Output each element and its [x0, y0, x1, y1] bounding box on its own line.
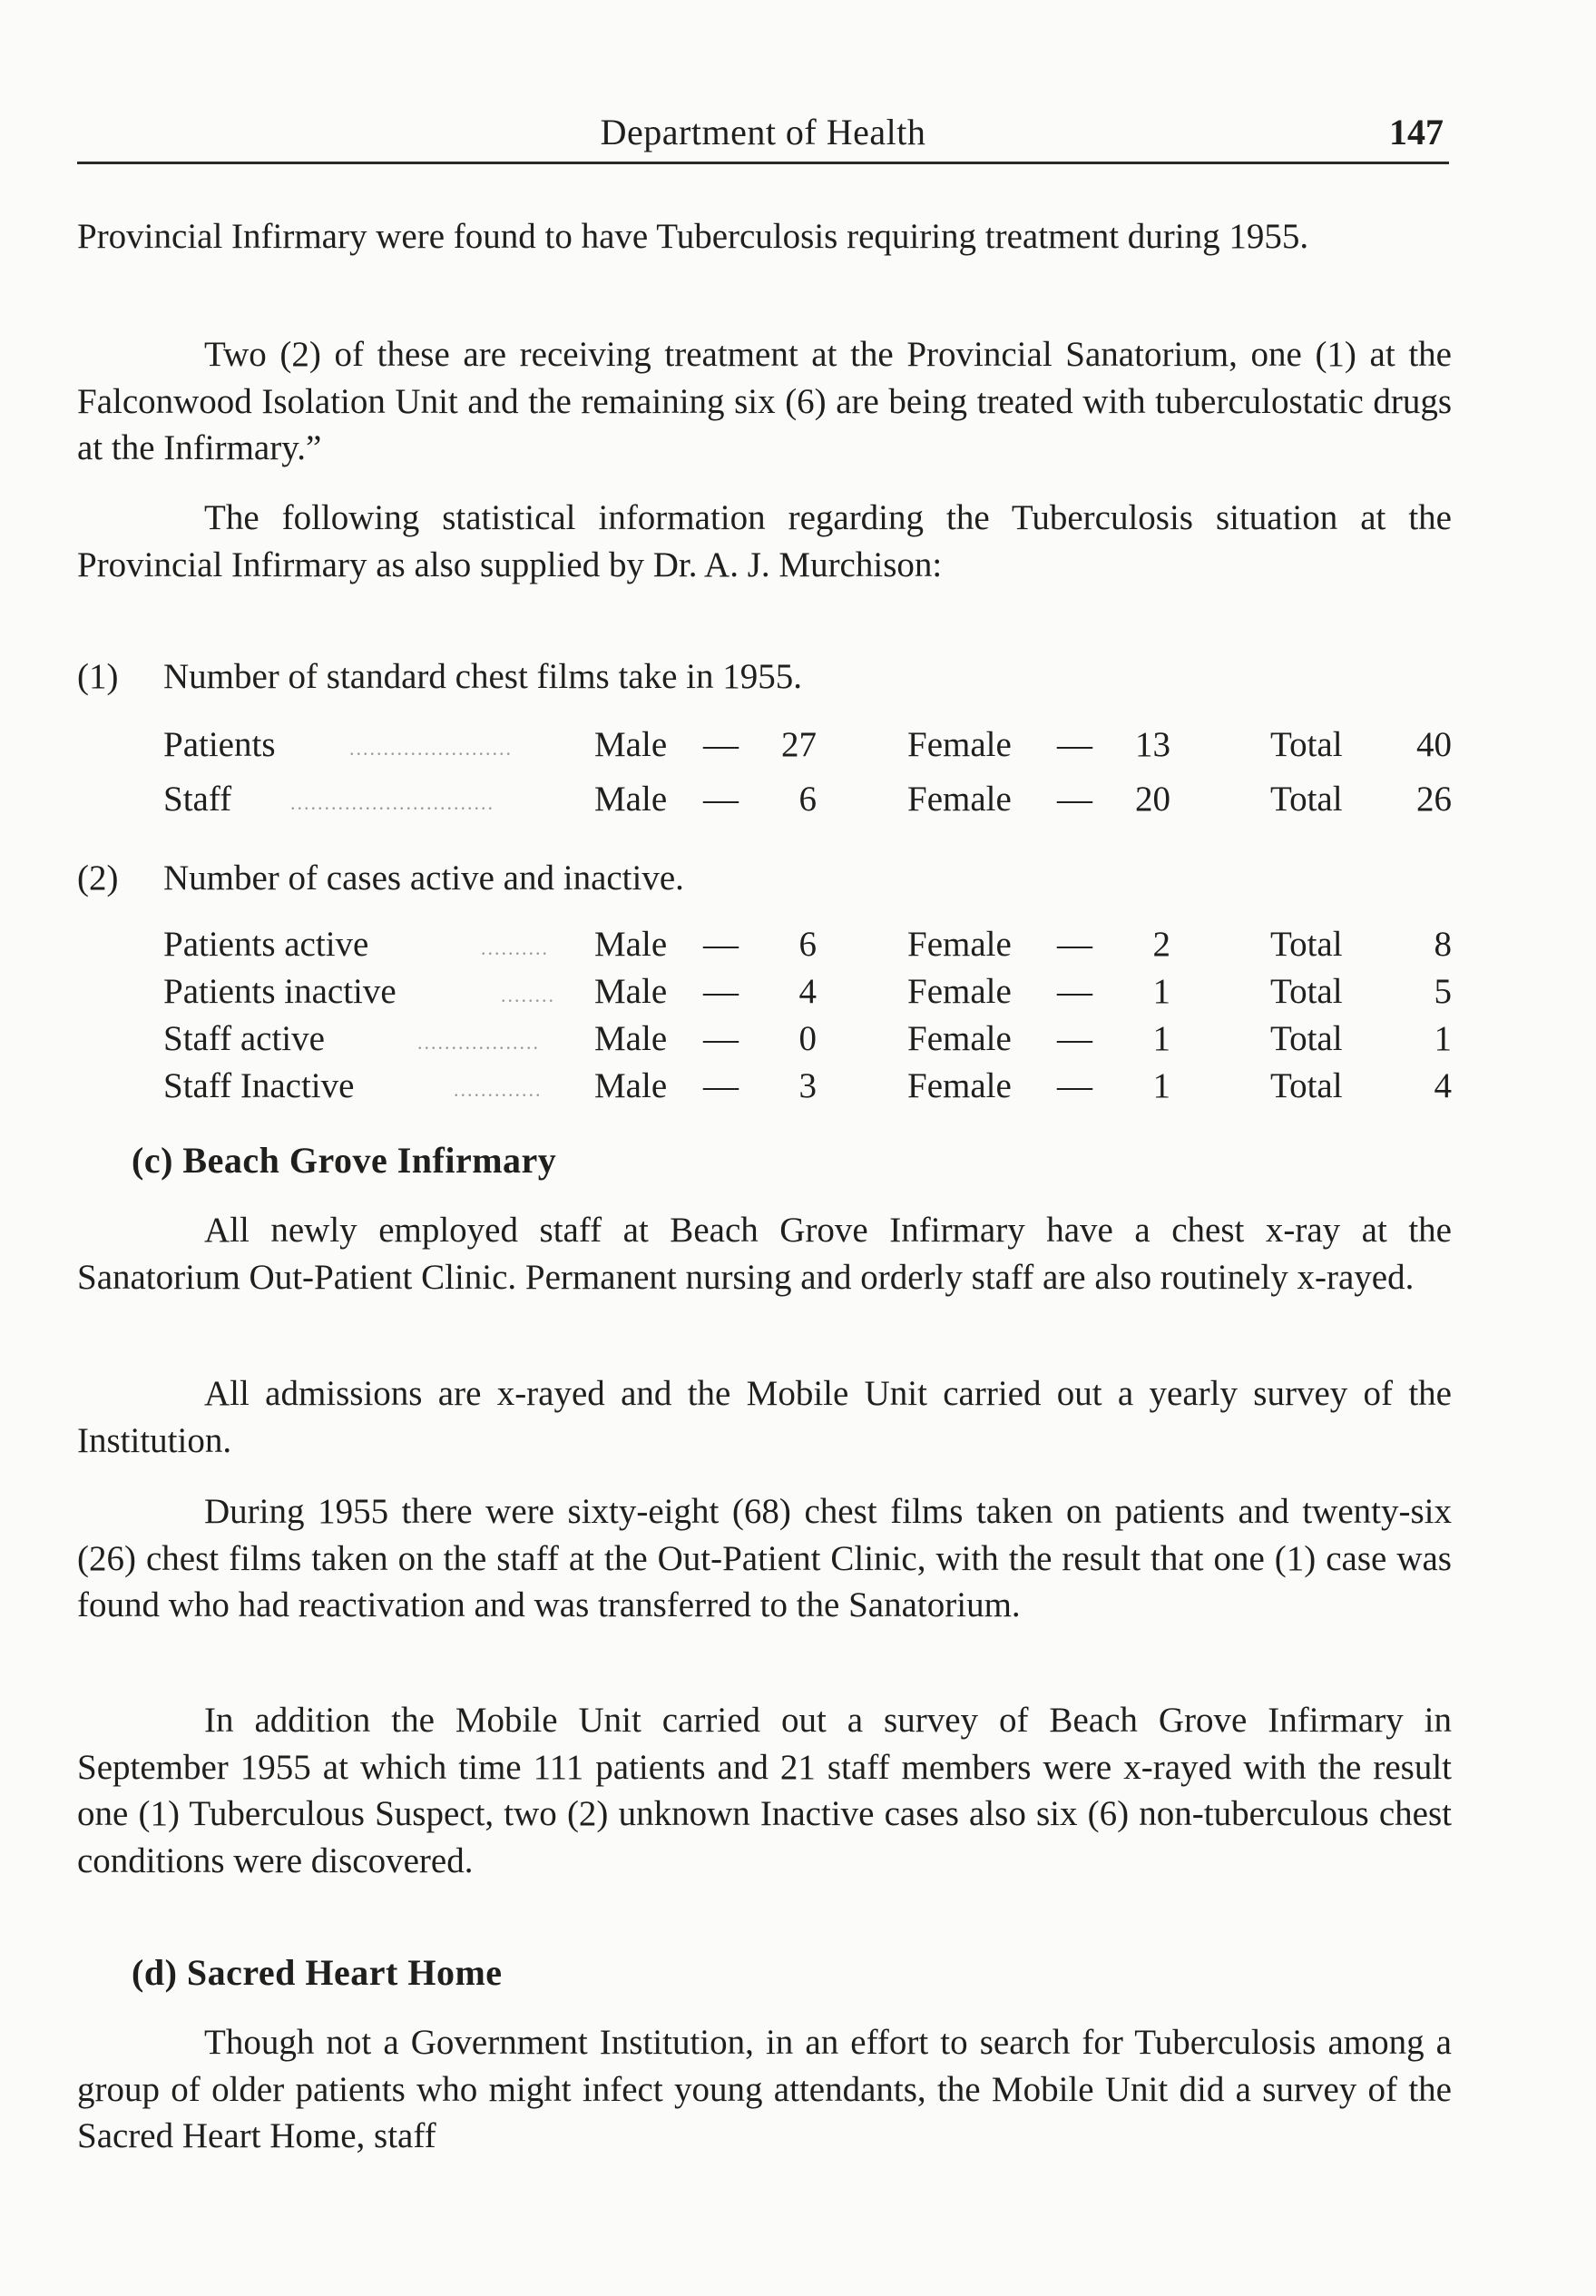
dash: — [703, 925, 739, 964]
paragraph-7: In addition the Mobile Unit carried out a survey of Beach Grove Infirmary in September 1955 at which time 111 patients and 21 staff members were x-rayed with the result one (1) Tuberculous Suspect, two (2) unknown Inactive cases also six (6) non-tuberculous chest conditions were discovered. [77, 1701, 1452, 1880]
total-value: 5 [1434, 972, 1452, 1011]
paragraph-3: The following statistical information regarding the Tuberculosis situation at the Provincial Infirmary as also supplied by Dr. A. J. Murchison: [77, 498, 1452, 584]
female-value: 1 [1152, 1066, 1170, 1105]
paragraph-4: All newly employed staff at Beach Grove Infirmary have a chest x-ray at the Sanatorium Out-Patient Clinic. Permanent nursing and orderly staff are also routinely x-rayed. [77, 1211, 1452, 1297]
row-label: Staff active [163, 1019, 325, 1058]
female-value: 2 [1152, 925, 1170, 964]
male-label: Male [594, 725, 668, 764]
paragraph-1: Provincial Infirmary were found to have Tuberculosis requiring treatment during 1955. [77, 217, 1309, 256]
female-value: 1 [1152, 972, 1170, 1011]
table-row [163, 721, 1452, 769]
dash: — [1057, 725, 1092, 764]
table-row [163, 1063, 1452, 1110]
leader-dots: .......... [481, 937, 549, 959]
table-row [163, 776, 1452, 823]
dash: — [703, 1019, 739, 1058]
male-value: 4 [798, 972, 817, 1011]
total-label: Total [1270, 972, 1343, 1011]
male-label: Male [594, 972, 668, 1011]
total-label: Total [1270, 925, 1343, 964]
total-value: 40 [1416, 725, 1452, 764]
section-heading-c: (c) Beach Grove Infirmary [132, 1140, 557, 1181]
paragraph-5: All admissions are x-rayed and the Mobile Unit carried out a yearly survey of the Institution. [77, 1374, 1452, 1460]
leader-dots: ........ [501, 984, 555, 1006]
male-value: 0 [798, 1019, 817, 1058]
dash: — [1057, 972, 1092, 1011]
total-label: Total [1270, 1066, 1343, 1105]
list-number: (1) [77, 657, 119, 696]
total-value: 8 [1434, 925, 1452, 964]
male-value: 6 [798, 925, 817, 964]
male-label: Male [594, 780, 668, 819]
dash: — [703, 1066, 739, 1105]
table-row [163, 1016, 1452, 1063]
female-label: Female [907, 725, 1012, 764]
paragraph-2: Two (2) of these are receiving treatment at the Provincial Sanatorium, one (1) at the Falconwood Isolation Unit and the remaining six (6) are being treated with tuberculostatic drugs at the Infirmary.” [77, 335, 1452, 467]
dash: — [1057, 1066, 1092, 1105]
row-label: Staff Inactive [163, 1066, 355, 1105]
running-header [77, 107, 1449, 164]
row-label: Patients [163, 725, 276, 764]
total-label: Total [1270, 1019, 1343, 1058]
female-label: Female [907, 1066, 1012, 1105]
female-value: 13 [1135, 725, 1170, 764]
table-row [163, 921, 1452, 968]
male-value: 27 [781, 725, 817, 764]
female-label: Female [907, 925, 1012, 964]
total-value: 26 [1416, 780, 1452, 819]
total-value: 4 [1434, 1066, 1452, 1105]
male-label: Male [594, 1066, 668, 1105]
female-value: 1 [1152, 1019, 1170, 1058]
dash: — [1057, 925, 1092, 964]
female-label: Female [907, 1019, 1012, 1058]
male-value: 6 [798, 780, 817, 819]
table-row [163, 968, 1452, 1016]
leader-dots: .................. [417, 1031, 540, 1054]
leader-dots: ............. [454, 1078, 543, 1101]
male-label: Male [594, 925, 668, 964]
paragraph-6: During 1955 there were sixty-eight (68) chest films taken on patients and twenty-six (26) chest films taken on the staff at the Out-Patient Clinic, with the result that one (1) case was found who had reactivation and was transferred to the Sanatorium. [77, 1492, 1452, 1624]
list-item-2 [77, 855, 1452, 901]
page-number: 147 [1389, 112, 1444, 152]
total-value: 1 [1434, 1019, 1452, 1058]
list-text: Number of standard chest films take in 1955. [163, 657, 802, 696]
row-label: Patients inactive [163, 972, 397, 1011]
total-label: Total [1270, 780, 1343, 819]
list-number: (2) [77, 859, 119, 898]
section-heading-d: (d) Sacred Heart Home [132, 1952, 503, 1993]
paragraph-8: Though not a Government Institution, in an effort to search for Tuberculosis among a group of older patients who might infect young attendants, the Mobile Unit did a survey of the Sacred Heart Home, staff [77, 2023, 1452, 2155]
header-title: Department of Health [600, 112, 926, 152]
female-label: Female [907, 780, 1012, 819]
male-label: Male [594, 1019, 668, 1058]
dash: — [1057, 1019, 1092, 1058]
dash: — [703, 972, 739, 1011]
row-label: Staff [163, 780, 232, 819]
dash: — [703, 725, 739, 764]
total-label: Total [1270, 725, 1343, 764]
list-text: Number of cases active and inactive. [163, 859, 684, 898]
leader-dots: .............................. [290, 791, 494, 814]
list-item-1 [77, 653, 1452, 700]
dash: — [1057, 780, 1092, 819]
male-value: 3 [798, 1066, 817, 1105]
female-value: 20 [1135, 780, 1170, 819]
dash: — [703, 780, 739, 819]
female-label: Female [907, 972, 1012, 1011]
leader-dots: ........................ [349, 737, 513, 760]
row-label: Patients active [163, 925, 369, 964]
